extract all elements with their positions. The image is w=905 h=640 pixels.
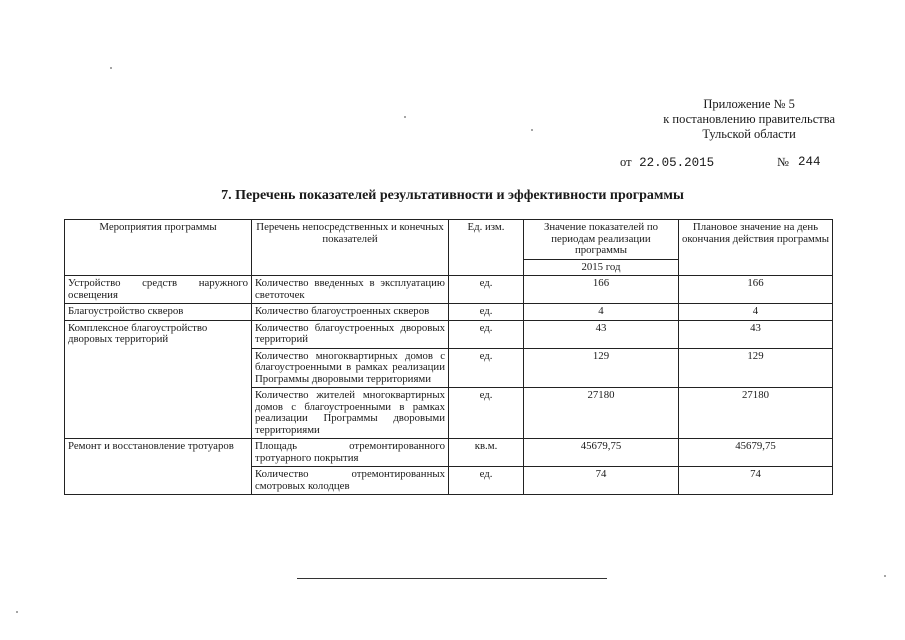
order-date: 22.05.2015 [639, 156, 715, 170]
indicator-cell: Количество введенных в эксплуатацию светоточек [252, 276, 449, 304]
table-row [65, 320, 833, 348]
appendix-line-2: к постановлению правительства [663, 112, 835, 126]
planned-cell: 27180 [679, 388, 833, 439]
unit-cell: ед. [449, 388, 524, 439]
appendix-line-3: Тульской области [702, 127, 796, 141]
unit-cell: ед. [449, 467, 524, 495]
appendix-line-1: Приложение № 5 [703, 97, 795, 111]
activity-cell: Ремонт и восстановление тротуаров [65, 439, 252, 495]
activity-cell: Благоустройство скверов [65, 304, 252, 321]
unit-cell: кв.м. [449, 439, 524, 467]
planned-cell: 4 [679, 304, 833, 321]
activity-cell: Устройство средств наружного освещения [65, 276, 252, 304]
planned-cell: 43 [679, 320, 833, 348]
value-cell: 43 [524, 320, 679, 348]
indicator-cell: Количество отремонтированных смотровых колодцев [252, 467, 449, 495]
value-cell: 74 [524, 467, 679, 495]
unit-cell: ед. [449, 304, 524, 321]
indicator-cell: Площадь отремонтированного тротуарного покрытия [252, 439, 449, 467]
planned-cell: 166 [679, 276, 833, 304]
value-cell: 166 [524, 276, 679, 304]
value-cell: 4 [524, 304, 679, 321]
order-number: 244 [798, 155, 821, 169]
table-row [65, 304, 833, 321]
planned-cell: 45679,75 [679, 439, 833, 467]
order-reference [620, 155, 821, 170]
planned-cell: 129 [679, 348, 833, 388]
indicator-cell: Количество благоустроенных дворовых территорий [252, 320, 449, 348]
table-row [65, 439, 833, 467]
table-header-row [65, 220, 833, 260]
unit-cell: ед. [449, 276, 524, 304]
table-row [65, 276, 833, 304]
appendix-block [663, 97, 835, 142]
indicators-table [64, 219, 833, 495]
value-cell: 129 [524, 348, 679, 388]
indicator-cell: Количество благоустроенных скверов [252, 304, 449, 321]
scan-speck [16, 611, 18, 613]
header-unit: Ед. изм. [449, 220, 524, 276]
indicator-cell: Количество жителей многоквартирных домов с благоустроенными в рамках реализации Программы дворовыми территориями [252, 388, 449, 439]
order-from-label: от [620, 155, 632, 169]
unit-cell: ед. [449, 320, 524, 348]
value-cell: 45679,75 [524, 439, 679, 467]
header-year: 2015 год [524, 259, 679, 276]
order-number-label: № [777, 155, 789, 169]
page-title: 7. Перечень показателей результативности и эффективности программы [221, 188, 684, 203]
header-activities: Мероприятия программы [65, 220, 252, 276]
scan-speck [884, 575, 886, 577]
header-period-values: Значение показателей по периодам реализации программы [524, 220, 679, 260]
value-cell: 27180 [524, 388, 679, 439]
header-planned: Плановое значение на день окончания действия программы [679, 220, 833, 276]
indicator-cell: Количество многоквартирных домов с благоустроенными в рамках реализации Программы дворовыми территориями [252, 348, 449, 388]
planned-cell: 74 [679, 467, 833, 495]
scan-speck [110, 67, 112, 69]
activity-cell: Комплексное благоустройство дворовых территорий [65, 320, 252, 439]
unit-cell: ед. [449, 348, 524, 388]
scan-speck [404, 116, 406, 118]
footer-divider [297, 578, 607, 579]
scan-speck [531, 129, 533, 131]
header-indicators: Перечень непосредственных и конечных показателей [252, 220, 449, 276]
